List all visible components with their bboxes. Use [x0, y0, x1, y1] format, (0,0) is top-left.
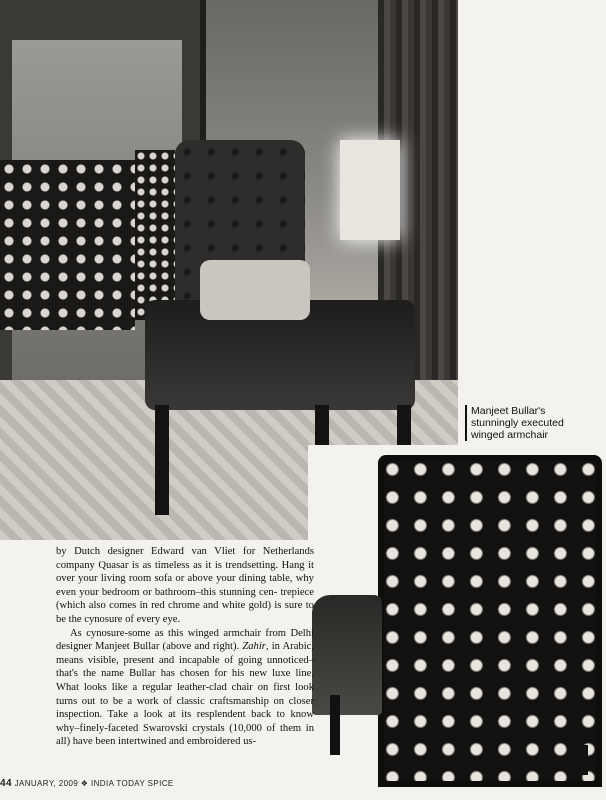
text-line: why even your bedroom or bathroom–this stunning cen-	[56, 573, 314, 598]
text-line: is sure to be the cynosure of every eye.	[56, 600, 314, 625]
text-line: trepiece (which also comes in red chrome and white gold)	[56, 586, 314, 612]
text-run: , in Arabic, means visible, present and incapable of going unnoticed–that's the name Bullar has chosen for his new luxe line. What looks like a regular leather-clad chair on first look turns out to be a work of classic craftsmanship on closer inspection. Take a look at its resplendent back to know why–finely-faceted Swarovski crystals (10,000 of them in all) have been intertwined and embroidered us-	[56, 641, 314, 748]
paragraph	[56, 627, 314, 749]
crystal-embroidered-back	[378, 455, 602, 787]
text-line: by Dutch designer Edward van Vliet for Netherlands	[56, 546, 314, 557]
caption-line: winged armchair	[471, 429, 549, 441]
text-run: As cynosure-some as this winged armchair from Delhi designer Manjeet Bullar (above and right).	[56, 627, 314, 653]
caption-line: Manjeet Bullar's	[471, 405, 546, 417]
emphasis: Zahir	[242, 641, 266, 653]
issue-line: JANUARY, 2009 ❖ INDIA TODAY SPICE	[14, 779, 174, 788]
chair-leg	[155, 405, 169, 515]
text-line: company Quasar is as timeless as it is trendsetting. Hang	[56, 559, 305, 571]
photo-caption	[465, 405, 601, 441]
inset-photo	[308, 445, 606, 775]
armrest	[312, 595, 382, 715]
cushion	[200, 260, 310, 320]
chair-leg	[330, 695, 340, 755]
paragraph	[56, 545, 314, 627]
page-number: 44	[0, 778, 12, 789]
embroidered-panel	[0, 160, 135, 330]
page-footer	[0, 778, 174, 789]
chair-leg	[576, 745, 588, 775]
article-body	[56, 545, 314, 749]
caption-line: stunningly executed	[471, 417, 564, 429]
text-line: it over your living room sofa or above your dining table,	[56, 559, 314, 585]
